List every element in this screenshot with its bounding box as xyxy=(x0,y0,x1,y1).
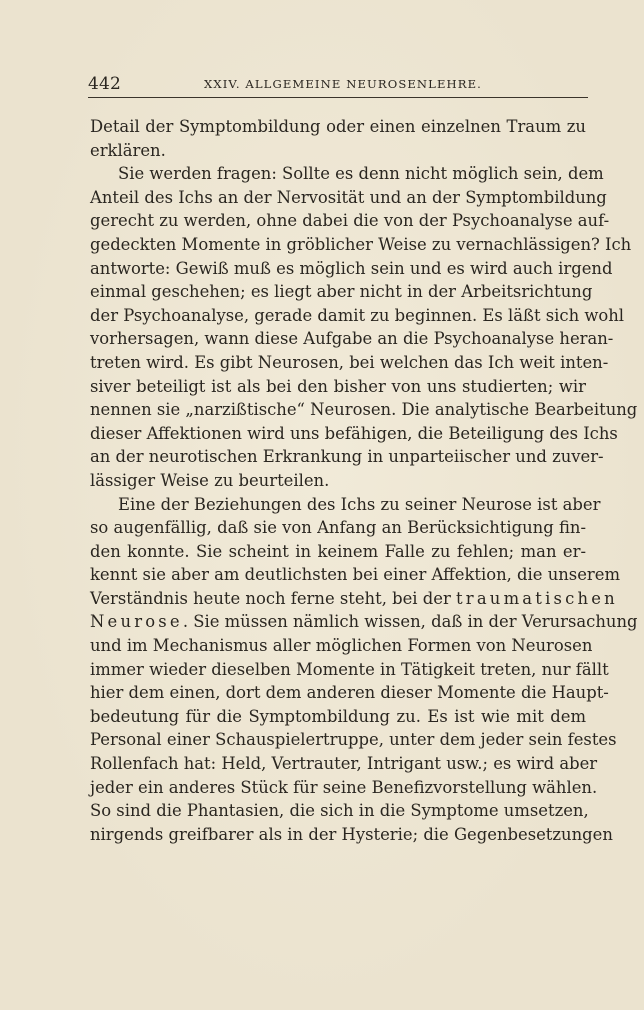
body-text xyxy=(90,115,638,846)
text-line: der Psychoanalyse, gerade damit zu beginnen. Es läßt sich wohl xyxy=(90,305,625,325)
text-line: immer wieder dieselben Momente in Tätigkeit treten, nur fällt xyxy=(90,659,609,679)
text-line: so augenfällig, daß sie von Anfang an Berücksichtigung fin- xyxy=(90,518,586,538)
text-line: jeder ein anderes Stück für seine Benefizvorstellung wählen. xyxy=(90,777,598,797)
text-segment: Verständnis heute noch ferne steht, bei der xyxy=(90,588,451,608)
text-line: lässiger Weise zu beurteilen. xyxy=(90,470,330,490)
page-header xyxy=(88,74,588,96)
text-line: antworte: Gewiß muß es möglich sein und es wird auch irgend xyxy=(90,258,613,278)
text-line: So sind die Phantasien, die sich in die Symptome umsetzen, xyxy=(90,801,589,821)
text-line: gerecht zu werden, ohne dabei die von der Psychoanalyse auf- xyxy=(90,211,610,231)
spaced-emphasis: Neurose xyxy=(90,612,183,632)
text-line: Detail der Symptombildung oder einen einzelnen Traum zu xyxy=(90,117,586,136)
text-line: treten wird. Es gibt Neurosen, bei welchen das Ich weit inten- xyxy=(90,352,609,372)
text-line: Personal einer Schauspielertruppe, unter dem jeder sein festes xyxy=(90,730,617,750)
text-line xyxy=(90,610,638,634)
text-line: vorhersagen, wann diese Aufgabe an die Psychoanalyse heran- xyxy=(90,329,614,349)
header-rule xyxy=(88,97,588,98)
text-line: erklären. xyxy=(90,140,166,160)
text-line: Rollenfach hat: Held, Vertrauter, Intrigant usw.; es wird aber xyxy=(90,754,598,774)
text-segment: . Sie müssen nämlich wissen, daß in der Verursachung xyxy=(182,612,638,632)
text-line: kennt sie aber am deutlichsten bei einer Affektion, die unserem xyxy=(90,565,620,585)
spaced-emphasis: traumatischen xyxy=(456,588,618,608)
text-line: siver beteiligt ist als bei den bisher von uns studierten; wir xyxy=(90,376,586,396)
text-line: Anteil des Ichs an der Nervosität und an der Symptombildung xyxy=(90,187,607,207)
paragraph-start-line: Eine der Beziehungen des Ichs zu seiner Neurose ist aber xyxy=(118,494,601,514)
text-line: gedeckten Momente in gröblicher Weise zu vernachlässigen? Ich xyxy=(90,234,632,254)
text-line: einmal geschehen; es liegt aber nicht in der Arbeitsrichtung xyxy=(90,282,593,302)
text-line: den konnte. Sie scheint in keinem Falle zu fehlen; man er- xyxy=(90,541,586,561)
paragraph-start-line: Sie werden fragen: Sollte es denn nicht möglich sein, dem xyxy=(118,164,604,184)
text-line: hier dem einen, dort dem anderen dieser Momente die Haupt- xyxy=(90,683,609,703)
text-line: und im Mechanismus aller möglichen Formen von Neurosen xyxy=(90,636,593,656)
text-line xyxy=(90,587,618,611)
text-line: dieser Affektionen wird uns befähigen, die Beteiligung des Ichs xyxy=(90,423,618,443)
text-line: nirgends greifbarer als in der Hysterie; die Gegenbesetzungen xyxy=(90,824,613,844)
text-line: an der neurotischen Erkrankung in unparteiischer und zuver- xyxy=(90,447,604,467)
running-head: XXIV. ALLGEMEINE NEUROSENLEHRE. xyxy=(204,77,482,91)
text-line: bedeutung für die Symptombildung zu. Es ist wie mit dem xyxy=(90,706,586,726)
text-line: nennen sie „narzißtische“ Neurosen. Die analytische Bearbeitung xyxy=(90,400,638,420)
page-number: 442 xyxy=(88,74,122,94)
